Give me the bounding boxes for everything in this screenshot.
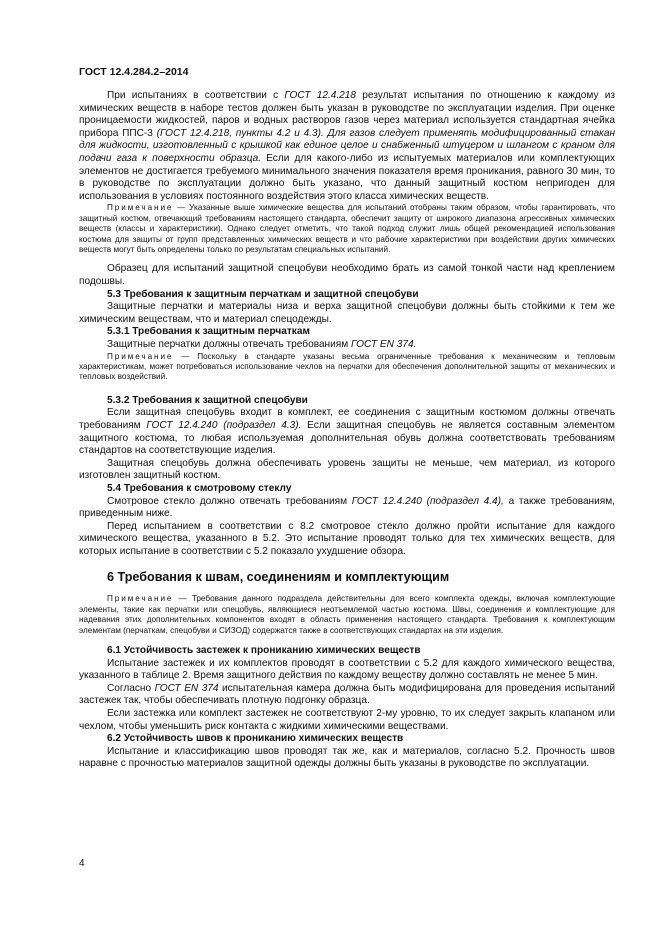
section-5-3-1-note: Примечание — Поскольку в стандарте указаны весьма ограниченные требования к механическим и тепловым характеристикам, может потребоваться использование чехлов на перчатки для обеспечения дополнительной защиты от механических и тепловых воздействий. <box>79 351 615 382</box>
section-5-3-2-paragraph: Если защитная спецобувь входит в комплект, ее соединения с защитным костюмом должны отвечать требованиям ГОСТ 12.4.240 (подраздел 4.3). Если защитная спецобувь не является составным элементом защитного костюма, то любая используемая дополнительная обувь должна соответствовать требованиям стандартов на соответствующие изделия. <box>79 407 615 457</box>
section-6-1-title: 6.1 Устойчивость застежек к прониканию химических веществ <box>107 645 421 657</box>
section-6-2-paragraph: Испытание и классификацию швов проводят так же, как и материалов, согласно 5.2. Прочность швов наравне с прочностью материалов защитной одежды должны быть указаны в руководстве по эксплуатации. <box>79 745 615 770</box>
section-6-1-paragraph-2: Согласно ГОСТ EN 374 испытательная камера должна быть модифицирована для проведения испытаний застежек так, чтобы обеспечивать плотную подгонку образца. <box>79 682 615 707</box>
document-header: ГОСТ 12.4.284.2–2014 <box>79 66 189 78</box>
intro-note: Примечание — Указанные выше химические вещества для испытаний отобраны таким образом, чтобы гарантировать, что защитный костюм, отвечающий требованиям настоящего стандарта, обеспечит защиту от широкого диапазона агрессивных химических веществ (классы и характеристики). Однако следует отметить, что такой подход служит лишь общей рекомендацией использования костюма для защиты от групп представленных химических веществ и что рабочие характеристики при воздействии других химических веществ могут быть определены только по результатам специальных испытаний. <box>79 203 615 254</box>
section-6-2-title: 6.2 Устойчивость швов к прониканию химических веществ <box>107 733 404 745</box>
section-5-4-title: 5.4 Требования к смотровому стеклу <box>107 482 292 494</box>
section-5-3-1-title: 5.3.1 Требования к защитным перчаткам <box>107 326 310 338</box>
section-5-3-title: 5.3 Требования к защитным перчаткам и защитной спецобуви <box>107 288 419 300</box>
section-6-title: 6 Требования к швам, соединениям и комплектующим <box>107 570 450 585</box>
intro-paragraph: При испытаниях в соответствии с ГОСТ 12.4.218 результат испытания по отношению к каждому из химических веществ в наборе тестов должен быть указан в руководстве по эксплуатации изделия. При оценке проницаемости жидкостей, паров и водных растворов газов через материал используется стандартная ячейка прибора ППС-3 (ГОСТ 12.4.218, пункты 4.2 и 4.3). Для газов следует применять модифицированный стакан для жидкости, изготовленный с крышкой как единое целое и снабженный штуцером и шлангом с краном для подачи газа к поверхности образца. Если для какого-либо из испытуемых материалов или комплектующих элементов не достигается требуемого минимального значения показателя время проникания, равного 30 мин, то в руководстве по эксплуатации должно быть указано, что данный защитный костюм непригоден для использования в условиях постоянного воздействия этого класса химических веществ. <box>79 90 616 202</box>
section-5-3-2-paragraph-2: Защитная спецобувь должна обеспечивать уровень защиты не меньше, чем материал, из которого изготовлен защитный костюм. <box>79 457 615 482</box>
section-6-note: Примечание — Требования данного подраздела действительны для всего комплекта одежды, включая комплектующие элементы, такие как перчатки или спецобувь, являющиеся неотъемлемой частью костюма. Швы, соединения и комплектующие для надевания этих дополнительных компонентов входят в область применения настоящего стандарта. Требования к комплектующим элементам (перчаткам, спецобуви и СИЗОД) содержатся также в соответствующих стандартах на эти изделия. <box>79 594 615 635</box>
section-5-3-2-title: 5.3.2 Требования к защитной спецобуви <box>107 394 308 406</box>
section-5-4-paragraph: Смотровое стекло должно отвечать требованиям ГОСТ 12.4.240 (подраздел 4.4), а также требованиям, приведенным ниже. <box>79 495 615 520</box>
section-5-3-paragraph: Защитные перчатки и материалы низа и верха защитной спецобуви должны быть стойкими к тем же химическим веществам, что и материал спецодежды. <box>79 301 615 325</box>
section-6-1-paragraph: Испытание застежек и их комплектов проводят в соответствии с 5.2 для каждого химического вещества, указанного в таблице 2. Время защитного действия по каждому веществу должно составлять не менее 5 мин. <box>79 657 615 682</box>
intro-paragraph-2: Образец для испытаний защитной спецобуви необходимо брать из самой тонкой части над креплением подошвы. <box>79 263 615 287</box>
section-6-1-paragraph-3: Если застежка или комплект застежек не соответствуют 2-му уровню, то их следует закрыть клапаном или чехлом, чтобы уменьшить риск контакта с жидкими химическими веществами. <box>79 708 615 732</box>
page-number: 4 <box>79 858 85 869</box>
section-5-3-1-paragraph: Защитные перчатки должны отвечать требованиям ГОСТ EN 374. <box>107 338 417 350</box>
section-5-4-paragraph-2: Перед испытанием в соответствии с 8.2 смотровое стекло должно пройти испытание для каждого химического вещества, указанного в 5.2. Это испытание проводят только для тех химических веществ, для которых испытание в соответствии с 5.2 показало ухудшение обзора. <box>79 520 615 557</box>
page-content <box>79 86 615 771</box>
